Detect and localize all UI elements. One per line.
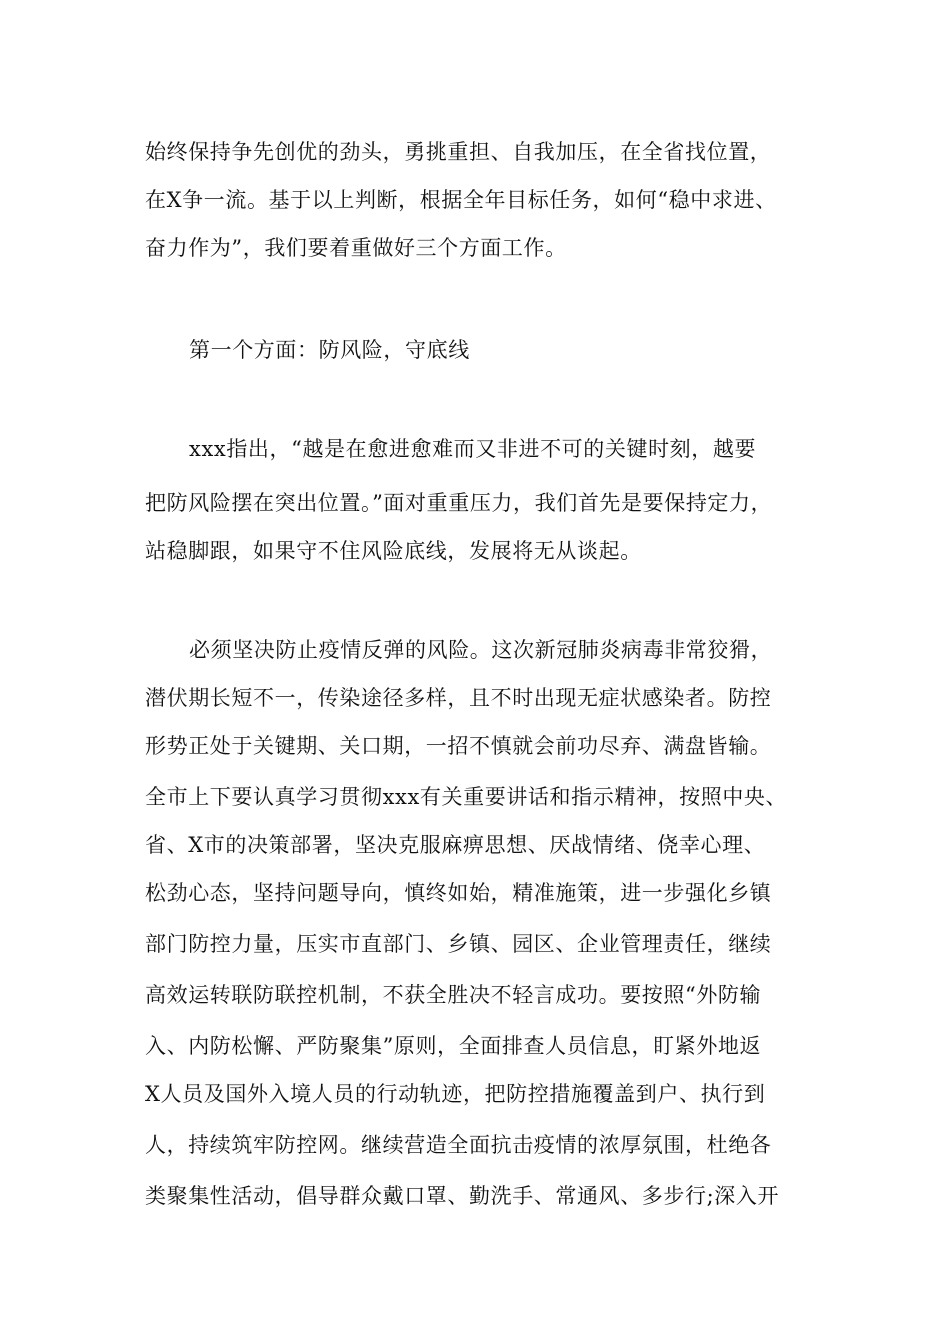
paragraph-line: 类聚集性活动，倡导群众戴口罩、勤洗手、常通风、多步行;深入开 — [145, 1184, 780, 1208]
paragraph-line: 潜伏期长短不一，传染途径多样，且不时出现无症状感染者。防控 — [145, 686, 772, 710]
paragraph-line: 奋力作为”，我们要着重做好三个方面工作。 — [145, 236, 567, 260]
paragraph-line: 松劲心态，坚持问题导向，慎终如始，精准施策，进一步强化乡镇 — [145, 881, 772, 905]
paragraph-line: 必须坚决防止疫情反弹的风险。这次新冠肺炎病毒非常狡猾， — [189, 638, 773, 662]
paragraph-line: 站稳脚跟，如果守不住风险底线，发展将无从谈起。 — [145, 539, 642, 563]
paragraph-line: 入、内防松懈、严防聚集”原则，全面排查人员信息，盯紧外地返 — [145, 1034, 762, 1058]
paragraph-line: 在X争一流。基于以上判断，根据全年目标任务，如何“稳中求进、 — [145, 188, 777, 212]
paragraph-line: X人员及国外入境人员的行动轨迹，把防控措施覆盖到户、执行到 — [145, 1082, 766, 1106]
paragraph-line: 人，持续筑牢防控网。继续营造全面抗击疫情的浓厚氛围，杜绝各 — [145, 1133, 772, 1157]
paragraph-line: 全市上下要认真学习贯彻xxx有关重要讲话和指示精神，按照中央、 — [145, 785, 788, 809]
paragraph-line: 始终保持争先创优的劲头，勇挑重担、自我加压，在全省找位置， — [145, 140, 772, 164]
paragraph-line: 形势正处于关键期、关口期，一招不慎就会前功尽弃、满盘皆输。 — [145, 734, 772, 758]
paragraph-line: 省、X市的决策部署，坚决克服麻痹思想、厌战情绪、侥幸心理、 — [145, 833, 766, 857]
paragraph-line: 把防风险摆在突出位置。”面对重重压力，我们首先是要保持定力， — [145, 491, 773, 515]
section-heading: 第一个方面：防风险，守底线 — [189, 338, 470, 362]
paragraph-line: xxx指出，“越是在愈进愈难而又非进不可的关键时刻，越要 — [189, 437, 757, 461]
paragraph-line: 高效运转联防联控机制，不获全胜决不轻言成功。要按照“外防输 — [145, 983, 762, 1007]
paragraph-line: 部门防控力量，压实市直部门、乡镇、园区、企业管理责任，继续 — [145, 932, 772, 956]
